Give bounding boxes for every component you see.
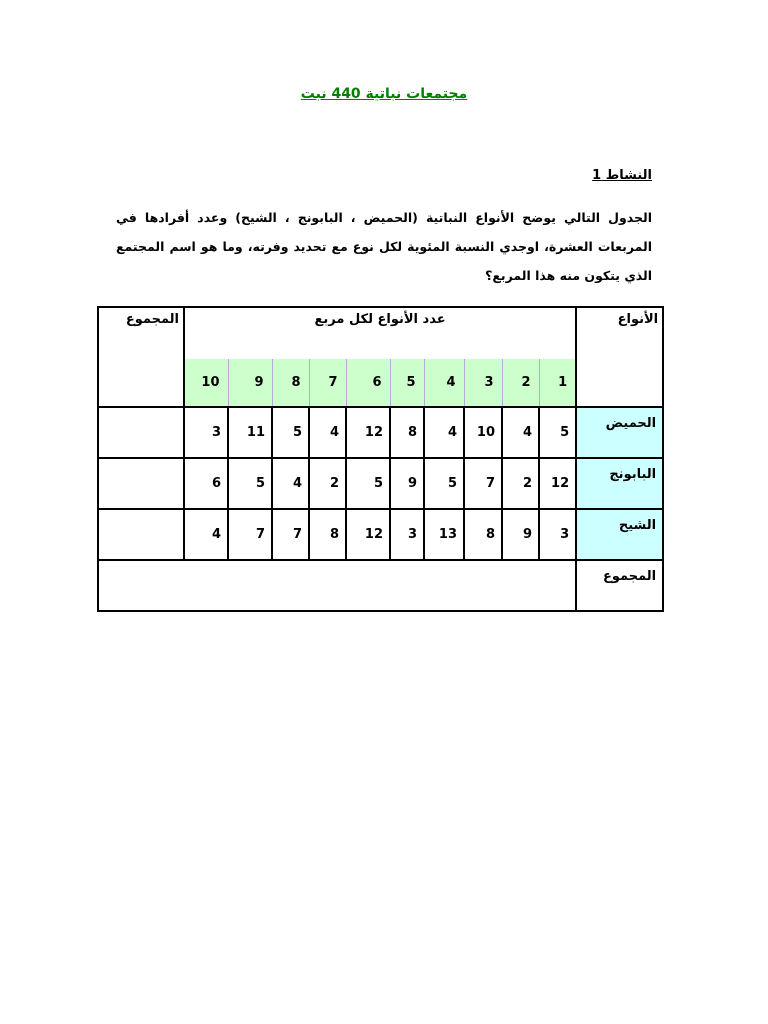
grand-total-cell [98,560,576,611]
square-number-9: 9 [228,359,272,407]
count-cell: 10 [464,407,502,458]
page-title: مجتمعات نباتية 440 نبت [300,86,468,102]
row-total-cell [98,458,184,509]
count-cell: 4 [309,407,346,458]
count-cell: 4 [502,407,539,458]
square-number-10: 10 [184,359,228,407]
species-label: الحميض [576,407,663,458]
count-cell: 5 [272,407,309,458]
square-number-5: 5 [390,359,424,407]
count-cell: 9 [390,458,424,509]
activity-paragraph: الجدول التالي يوضح الأنواع النباتية (الحميض ، البابونج ، الشيح) وعدد أفرادها في المربعات العشرة، اوجدي النسبة المئوية لكل نوع مع تحديد وفرته، وما هو اسم المجتمع الذي يتكون منه هذا المربع؟ [116,210,652,283]
square-number-6: 6 [346,359,390,407]
count-cell: 3 [390,509,424,560]
row-total-cell [98,509,184,560]
count-cell: 2 [309,458,346,509]
count-cell: 5 [539,407,576,458]
activity-heading: النشاط 1 [592,168,652,183]
count-cell: 3 [539,509,576,560]
total-row-label: المجموع [576,560,663,611]
count-cell: 12 [346,509,390,560]
square-number-7: 7 [309,359,346,407]
count-cell: 13 [424,509,464,560]
table-row [98,458,663,509]
species-label: الشيح [576,509,663,560]
table-row [98,509,663,560]
total-column-header: المجموع [98,307,184,407]
count-cell: 12 [346,407,390,458]
square-number-2: 2 [502,359,539,407]
square-number-4: 4 [424,359,464,407]
count-cell: 12 [539,458,576,509]
count-cell: 2 [502,458,539,509]
species-table [97,306,664,612]
table-row [98,407,663,458]
count-cell: 5 [424,458,464,509]
count-cell: 8 [309,509,346,560]
square-number-8: 8 [272,359,309,407]
count-cell: 7 [464,458,502,509]
count-cell: 4 [424,407,464,458]
count-cell: 7 [272,509,309,560]
count-cell: 9 [502,509,539,560]
count-cell: 8 [464,509,502,560]
square-number-1: 1 [539,359,576,407]
count-cell: 5 [346,458,390,509]
square-number-3: 3 [464,359,502,407]
count-cell: 6 [184,458,228,509]
count-cell: 5 [228,458,272,509]
count-cell: 11 [228,407,272,458]
row-total-cell [98,407,184,458]
total-row [98,560,663,611]
count-cell: 8 [390,407,424,458]
count-cell: 4 [272,458,309,509]
species-label: البابونج [576,458,663,509]
count-cell: 7 [228,509,272,560]
count-cell: 4 [184,509,228,560]
species-column-header: الأنواع [576,307,663,407]
counts-column-header: عدد الأنواع لكل مربع [184,307,576,359]
count-cell: 3 [184,407,228,458]
